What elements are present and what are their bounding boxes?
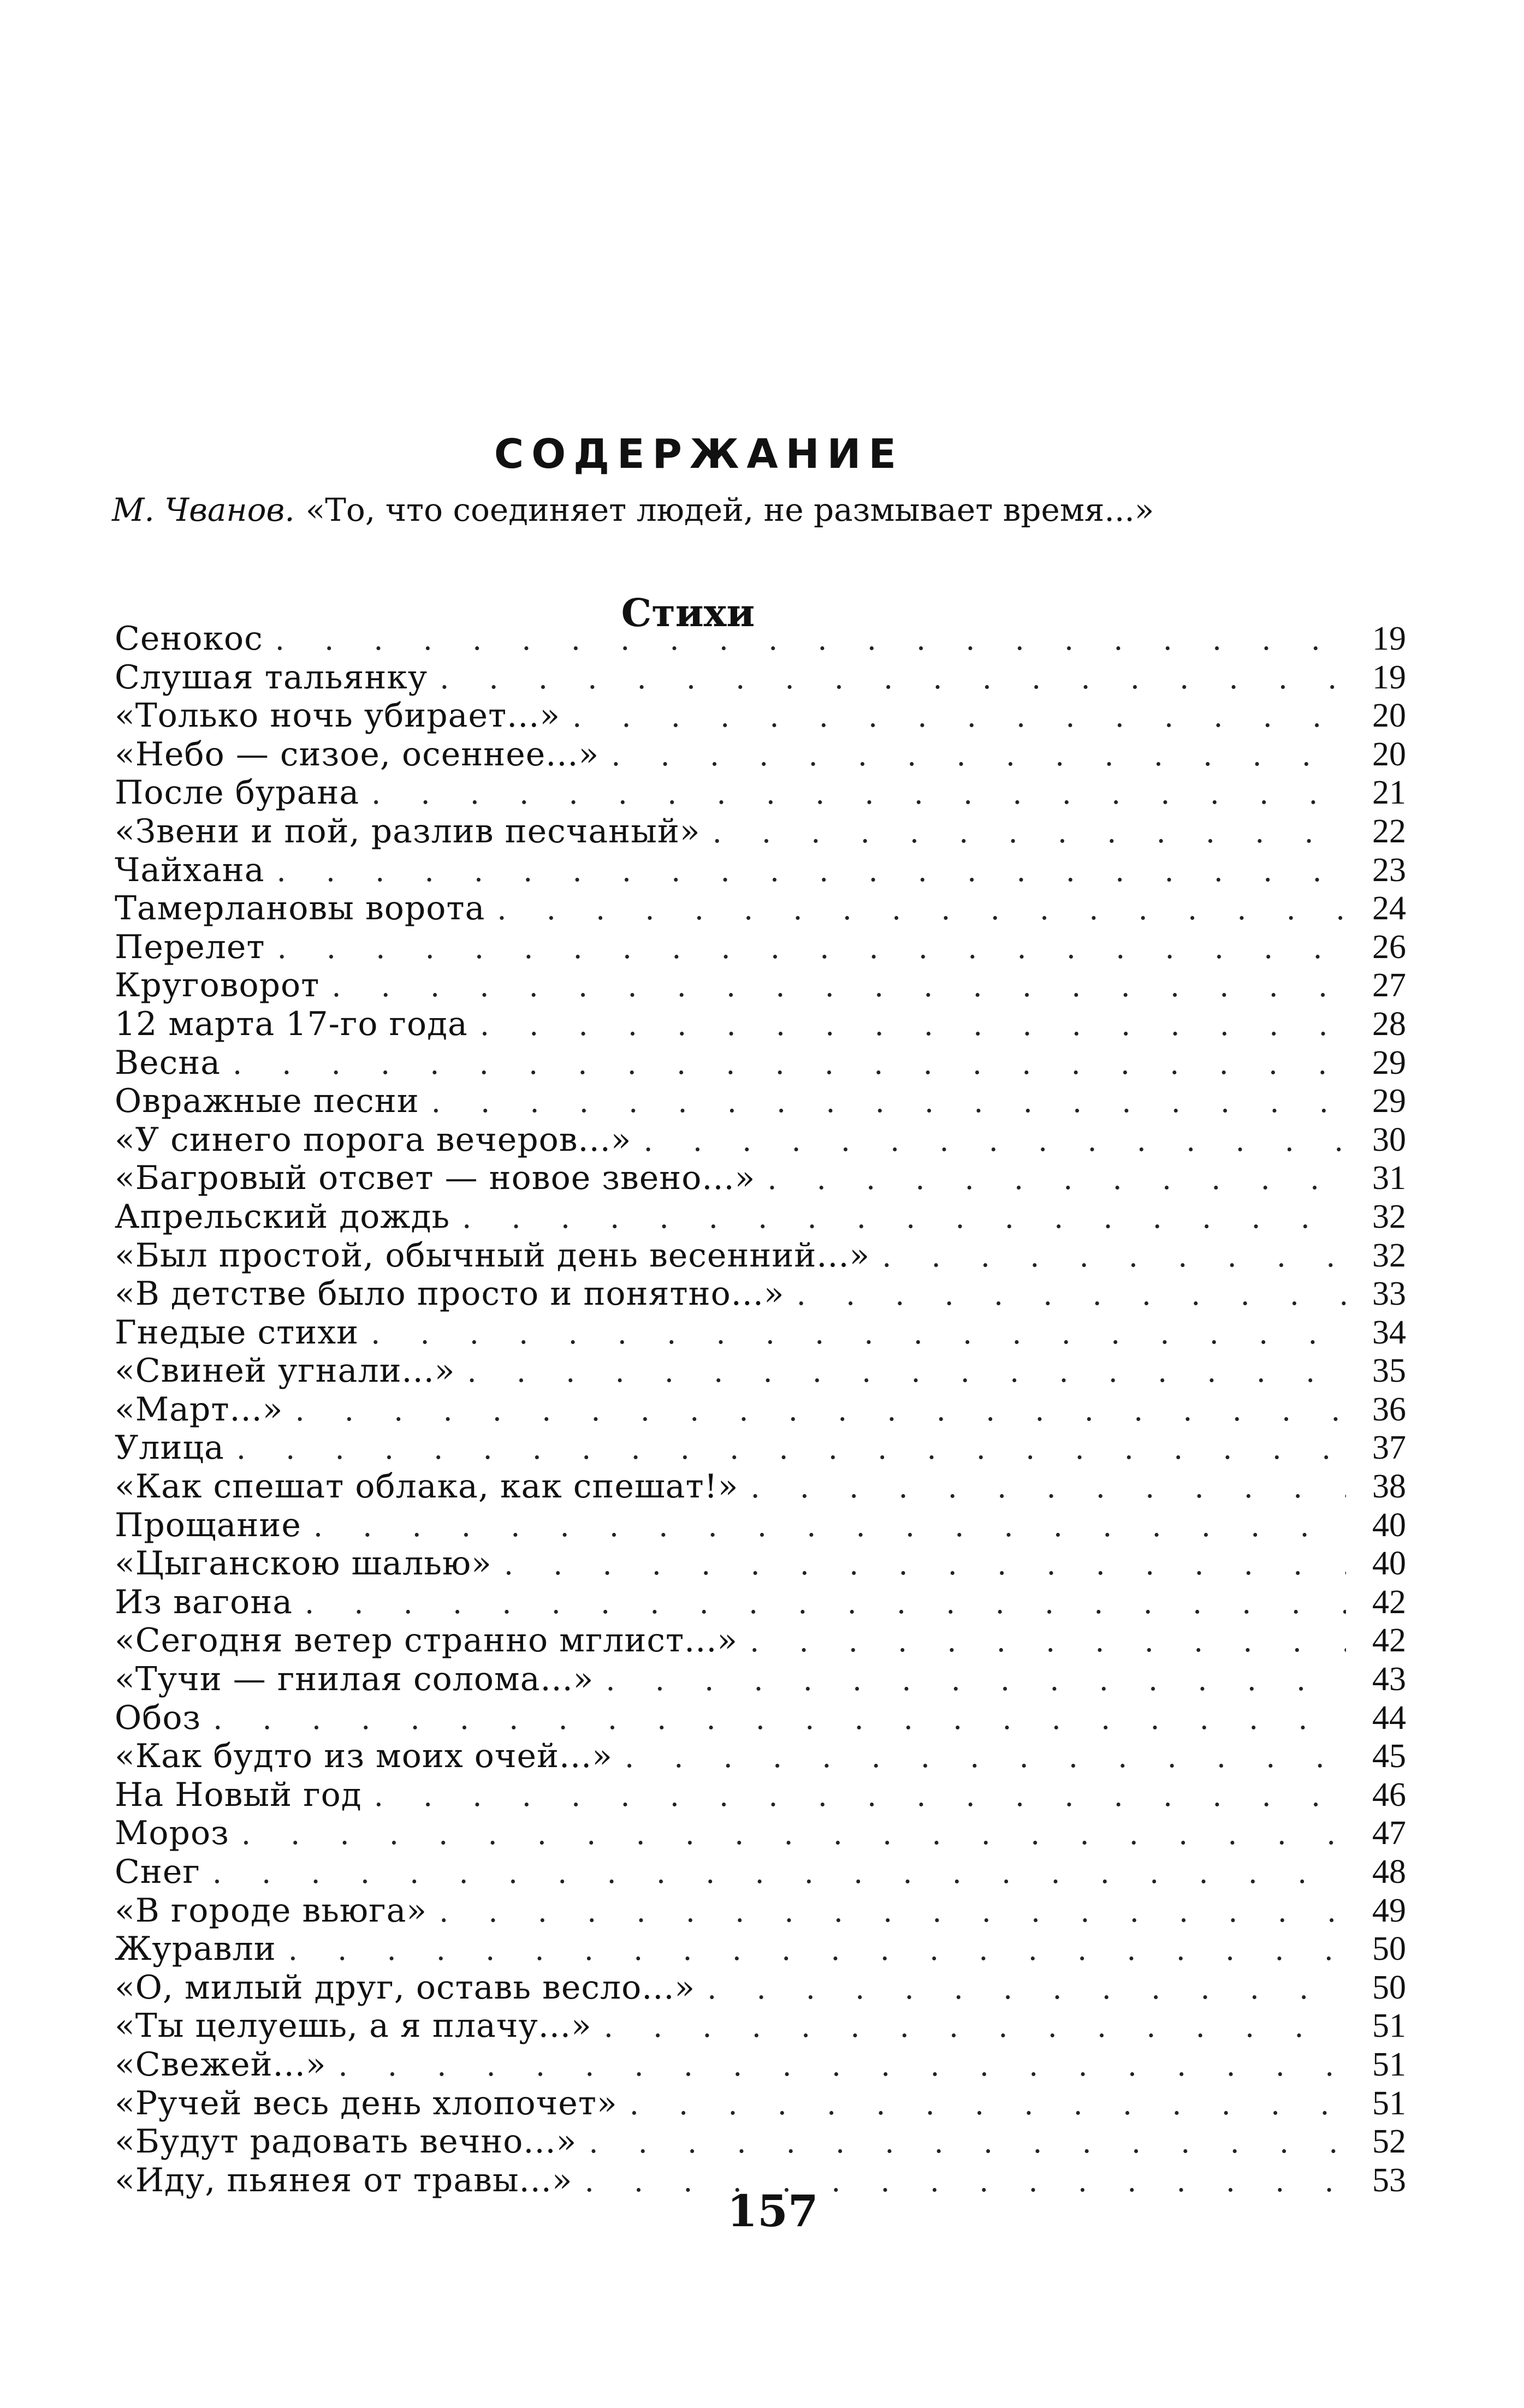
toc-entry-page: 50 [1372,1930,1406,1968]
toc-entry-page: 29 [1372,1044,1406,1081]
toc-entry-page: 40 [1372,1506,1406,1544]
dot-leader [713,813,1346,852]
dot-leader [572,698,1346,736]
toc-entry [115,928,1406,967]
toc-entry-title: «Свиней угнали...» [115,1352,455,1390]
toc-entry [115,1660,1406,1699]
toc-entry-page: 53 [1372,2161,1406,2199]
toc-entry [115,1198,1406,1236]
toc-entry-title: «В детстве было просто и понятно...» [115,1275,785,1313]
toc-entry-title: Сенокос [115,620,263,658]
dot-leader [288,1931,1346,1970]
toc-entry [115,1005,1406,1044]
toc-entry-page: 26 [1372,928,1406,966]
dot-leader [213,1700,1346,1739]
toc-entry [115,1121,1406,1160]
toc-entry-title: «Звени и пой, разлив песчаный» [115,812,701,851]
toc-entry-page: 52 [1372,2123,1406,2161]
toc-entry-page: 38 [1372,1468,1406,1506]
dot-leader [339,2047,1346,2085]
toc-entry-page: 23 [1372,851,1406,889]
toc-entry [115,1814,1406,1853]
toc-entry-title: «Будут радовать вечно...» [115,2122,577,2161]
toc-entry [115,1390,1406,1429]
dot-leader [371,1315,1346,1353]
toc-entry [115,2007,1406,2046]
toc-entry [115,1467,1406,1506]
toc-entry [115,889,1406,928]
dot-leader [233,1045,1346,1084]
dot-leader [277,929,1346,968]
dot-leader [295,1392,1346,1430]
toc-entry-page: 24 [1372,890,1406,927]
toc-entry-page: 30 [1372,1121,1406,1158]
toc-entry-page: 34 [1372,1313,1406,1351]
toc-entry-title: Перелет [115,927,265,966]
toc-entry-title: Слушая тальянку [115,658,428,697]
toc-entry [115,1429,1406,1467]
toc-entry-page: 28 [1372,1005,1406,1043]
toc-entry [115,620,1406,658]
toc-entry-page: 21 [1372,774,1406,812]
toc-entry-page: 51 [1372,2084,1406,2122]
dot-leader [750,1622,1346,1661]
toc-entry [115,1737,1406,1776]
toc-entry-title: Овражные песни [115,1082,419,1121]
dot-leader [212,1854,1346,1893]
toc-entry-page: 27 [1372,967,1406,1004]
dot-leader [374,1777,1346,1816]
preface-title: «То, что соединяет людей, не размывает время...» [305,491,1154,528]
toc-entry [115,851,1406,890]
toc-entry [115,1969,1406,2007]
section-heading: Стихи [621,590,755,636]
toc-entry-title: Тамерлановы ворота [115,889,485,928]
toc-entry-title: «Сегодня ветер странно мглист...» [115,1621,738,1660]
dot-leader [750,1468,1346,1507]
toc-entry-title: Снег [115,1853,200,1891]
toc-entry [115,1352,1406,1390]
preface-entry [112,491,1385,528]
toc-entry-title: «Только ночь убирает...» [115,697,561,735]
toc-entry-page: 48 [1372,1853,1406,1890]
dot-leader [439,1893,1346,1931]
toc-entry [115,1082,1406,1121]
toc-entry-page: 29 [1372,1083,1406,1120]
dot-leader [431,1083,1346,1122]
toc-entry-page: 40 [1372,1545,1406,1583]
toc-entry [115,697,1406,735]
dot-leader [467,1353,1346,1392]
dot-leader [275,621,1346,659]
toc-entry-page: 36 [1372,1390,1406,1428]
toc-entry [115,966,1406,1005]
toc-entry-title: «Ручей весь день хлопочет» [115,2084,618,2122]
preface-author: М. Чванов. [112,491,295,528]
toc-entry-title: «Как будто из моих очей...» [115,1737,613,1776]
dot-leader [480,1006,1346,1045]
toc-entry-title: «В городе вьюга» [115,1891,428,1930]
toc-entry [115,658,1406,697]
toc-entry [115,1621,1406,1660]
toc-entry [115,1583,1406,1622]
dot-leader [305,1584,1346,1623]
toc-entry-page: 47 [1372,1815,1406,1852]
toc-entry [115,1699,1406,1738]
toc-entry-title: 12 марта 17-го года [115,1004,468,1043]
dot-leader [882,1238,1346,1276]
dot-leader [331,967,1346,1006]
toc-entry-title: «Небо — сизое, осеннее...» [115,735,600,774]
toc-entry-title: Гнедые стихи [115,1313,359,1352]
toc-entry-title: Чайхана [115,851,265,889]
toc-entry-page: 42 [1372,1622,1406,1660]
toc-entry-page: 19 [1372,620,1406,657]
toc-entry [115,1930,1406,1969]
toc-entry-page: 43 [1372,1661,1406,1698]
toc-entry [115,1313,1406,1352]
toc-entry-title: «Как спешат облака, как спешат!» [115,1467,739,1506]
toc-entry-title: «У синего порога вечеров...» [115,1120,632,1159]
toc-entry-title: «Цыганскою шалью» [115,1544,492,1583]
table-of-contents [115,620,1406,2199]
toc-entry-title: На Новый год [115,1775,362,1814]
toc-entry-title: Из вагона [115,1583,293,1621]
toc-entry-title: Журавли [115,1930,276,1969]
toc-entry [115,2084,1406,2123]
toc-entry [115,774,1406,812]
toc-entry-page: 45 [1372,1738,1406,1775]
toc-entry-page: 20 [1372,735,1406,773]
toc-entry-page: 32 [1372,1198,1406,1235]
toc-entry-title: «Март...» [115,1390,283,1429]
toc-entry [115,2122,1406,2161]
toc-entry [115,1044,1406,1083]
toc-entry-page: 22 [1372,812,1406,850]
dot-leader [630,2085,1346,2124]
dot-leader [313,1507,1346,1546]
toc-entry [115,1275,1406,1313]
toc-entry-page: 35 [1372,1352,1406,1390]
toc-entry [115,1544,1406,1583]
toc-entry-title: «Свежей...» [115,2045,327,2084]
toc-entry-title: Мороз [115,1814,229,1853]
toc-entry-page: 49 [1372,1892,1406,1929]
toc-entry-title: «Ты целуешь, а я плачу...» [115,2007,592,2046]
page-number: 157 [727,2185,819,2237]
dot-leader [625,1738,1346,1777]
toc-entry-title: Круговорот [115,966,320,1005]
toc-entry-page: 42 [1372,1583,1406,1621]
toc-entry-page: 51 [1372,2007,1406,2045]
dot-leader [589,2124,1346,2162]
toc-entry-title: «О, милый друг, оставь весло...» [115,1968,696,2007]
toc-entry-title: Прощание [115,1506,301,1544]
toc-entry-title: «Тучи — гнилая солома...» [115,1660,594,1699]
dot-leader [371,775,1346,813]
dot-leader [236,1430,1346,1468]
toc-entry [115,1776,1406,1815]
toc-entry-title: Улица [115,1429,224,1467]
dot-leader [462,1199,1346,1238]
page-title: СОДЕРЖАНИЕ [494,430,904,478]
toc-entry-title: «Багровый отсвет — новое звено...» [115,1159,756,1198]
toc-entry-title: «Иду, пьянея от травы...» [115,2161,573,2199]
toc-entry-page: 46 [1372,1776,1406,1814]
dot-leader [707,1970,1346,2008]
toc-entry-page: 19 [1372,658,1406,696]
toc-entry-title: Обоз [115,1698,201,1737]
toc-entry-page: 50 [1372,1969,1406,2006]
dot-leader [797,1276,1346,1315]
dot-leader [277,852,1346,891]
toc-entry [115,1159,1406,1198]
dot-leader [497,890,1346,929]
toc-entry-page: 20 [1372,697,1406,735]
toc-entry-page: 33 [1372,1275,1406,1313]
dot-leader [604,2008,1346,2047]
toc-entry-page: 44 [1372,1699,1406,1737]
toc-entry [115,1236,1406,1275]
dot-leader [440,659,1346,698]
toc-entry-title: Апрельский дождь [115,1197,450,1236]
toc-entry-page: 32 [1372,1236,1406,1274]
toc-entry-page: 51 [1372,2046,1406,2083]
toc-entry-page: 31 [1372,1160,1406,1197]
dot-leader [767,1160,1346,1199]
dot-leader [644,1122,1347,1161]
toc-entry-title: «Был простой, обычный день весенний...» [115,1236,870,1275]
dot-leader [606,1661,1346,1700]
toc-entry [115,1506,1406,1545]
dot-leader [241,1815,1346,1854]
toc-entry [115,2046,1406,2084]
toc-entry [115,1892,1406,1930]
toc-entry-title: После бурана [115,774,360,812]
toc-entry-page: 37 [1372,1429,1406,1467]
toc-entry [115,735,1406,774]
toc-entry-title: Весна [115,1043,221,1082]
dot-leader [504,1545,1346,1584]
dot-leader [611,736,1346,775]
toc-entry [115,812,1406,851]
toc-entry [115,1853,1406,1892]
